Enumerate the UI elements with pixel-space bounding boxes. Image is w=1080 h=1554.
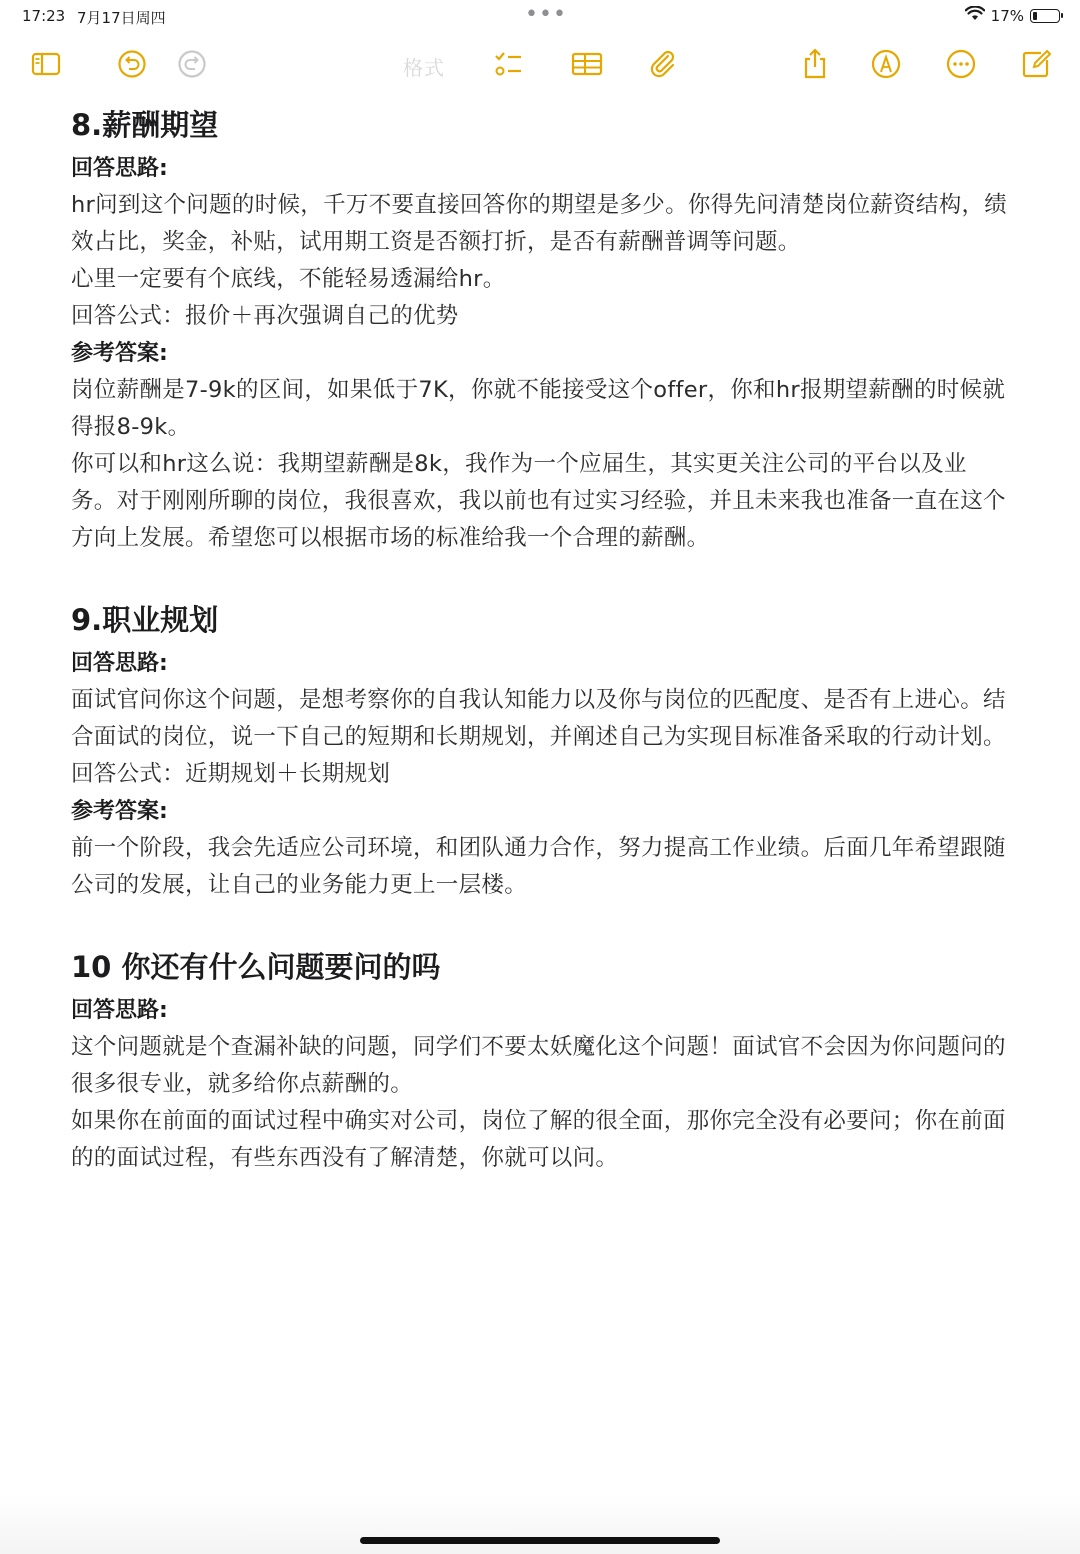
share-button[interactable] xyxy=(795,42,835,86)
paragraph: 这个问题就是个查漏补缺的问题，同学们不要太妖魔化这个问题！面试官不会因为你问题问的很多很专业，就多给你点薪酬的。 xyxy=(71,1034,1006,1097)
redo-button[interactable] xyxy=(172,42,212,86)
sidebar-toggle-button[interactable] xyxy=(26,42,66,86)
attachment-button[interactable] xyxy=(643,42,683,86)
battery-icon xyxy=(1030,9,1060,23)
answer-label: 参考答案: xyxy=(71,799,168,824)
checklist-button[interactable] xyxy=(488,42,528,86)
redo-icon xyxy=(175,47,209,81)
multitasking-dots[interactable]: ••• xyxy=(525,2,567,27)
undo-icon xyxy=(115,47,149,81)
bottom-fade xyxy=(0,1494,1080,1554)
thinking-label: 回答思路: xyxy=(71,998,168,1023)
compose-button[interactable] xyxy=(1016,42,1056,86)
checklist-icon xyxy=(491,47,525,81)
section-title: 9.职业规划 xyxy=(71,603,219,637)
paragraph: hr问到这个问题的时候，千万不要直接回答你的期望是多少。你得先问清楚岗位薪资结构，绩效占比，奖金，补贴，试用期工资是否额打折，是否有薪酬普调等问题。 xyxy=(71,192,1008,255)
paragraph: 岗位薪酬是7-9k的区间，如果低于7K，你就不能接受这个offer，你和hr报期望薪酬的时候就得报8-9k。 xyxy=(71,377,1006,440)
paragraph: 回答公式：报价＋再次强调自己的优势 xyxy=(71,303,459,329)
paragraph: 如果你在前面的面试过程中确实对公司，岗位了解的很全面，那你完全没有必要问；你在前面的的面试过程，有些东西没有了解清楚，你就可以问。 xyxy=(71,1108,1006,1171)
status-right xyxy=(965,6,1060,25)
table-icon xyxy=(570,47,604,81)
home-indicator[interactable] xyxy=(360,1537,720,1544)
notes-toolbar xyxy=(0,42,1080,90)
spacer xyxy=(71,557,1011,595)
thinking-label: 回答思路: xyxy=(71,651,168,676)
paragraph: 回答公式：近期规划＋长期规划 xyxy=(71,761,391,787)
section-questions xyxy=(71,942,1011,1177)
section-title: 10 你还有什么问题要问的吗 xyxy=(71,950,441,984)
paragraph: 前一个阶段，我会先适应公司环境，和团队通力合作，努力提高工作业绩。后面几年希望跟随公司的发展，让自己的业务能力更上一层楼。 xyxy=(71,835,1006,898)
section-salary xyxy=(71,100,1011,557)
table-button[interactable] xyxy=(567,42,607,86)
compose-icon xyxy=(1019,47,1053,81)
thinking-label: 回答思路: xyxy=(71,156,168,181)
status-bar xyxy=(0,0,1080,34)
wifi-icon xyxy=(965,6,985,25)
markup-button[interactable] xyxy=(866,42,906,86)
paragraph: 面试官问你这个问题，是想考察你的自我认知能力以及你与岗位的匹配度、是否有上进心。结合面试的岗位，说一下自己的短期和长期规划，并阐述自己为实现目标准备采取的行动计划。 xyxy=(71,687,1006,750)
paperclip-icon xyxy=(646,47,680,81)
status-time: 17:23 xyxy=(22,7,66,25)
pen-markup-icon xyxy=(869,47,903,81)
note-body[interactable] xyxy=(71,100,1011,1177)
sidebar-icon xyxy=(29,47,63,81)
share-icon xyxy=(798,47,832,81)
battery-percent: 17% xyxy=(990,6,1024,25)
paragraph: 你可以和hr这么说：我期望薪酬是8k，我作为一个应届生，其实更关注公司的平台以及业务。对于刚刚所聊的岗位，我很喜欢，我以前也有过实习经验，并且未来我也准备一直在这个方向上发展。希望您可以根据市场的标准给我一个合理的薪酬。 xyxy=(71,451,1006,551)
answer-label: 参考答案: xyxy=(71,341,168,366)
undo-button[interactable] xyxy=(112,42,152,86)
section-title: 8.薪酬期望 xyxy=(71,108,219,142)
spacer xyxy=(71,904,1011,942)
format-button[interactable]: 格式 xyxy=(403,56,445,80)
section-career-plan xyxy=(71,595,1011,904)
paragraph: 心里一定要有个底线，不能轻易透漏给hr。 xyxy=(71,266,506,292)
ellipsis-icon xyxy=(944,47,978,81)
battery-fill xyxy=(1033,12,1037,20)
more-button[interactable] xyxy=(941,42,981,86)
status-date: 7月17日周四 xyxy=(77,9,166,27)
